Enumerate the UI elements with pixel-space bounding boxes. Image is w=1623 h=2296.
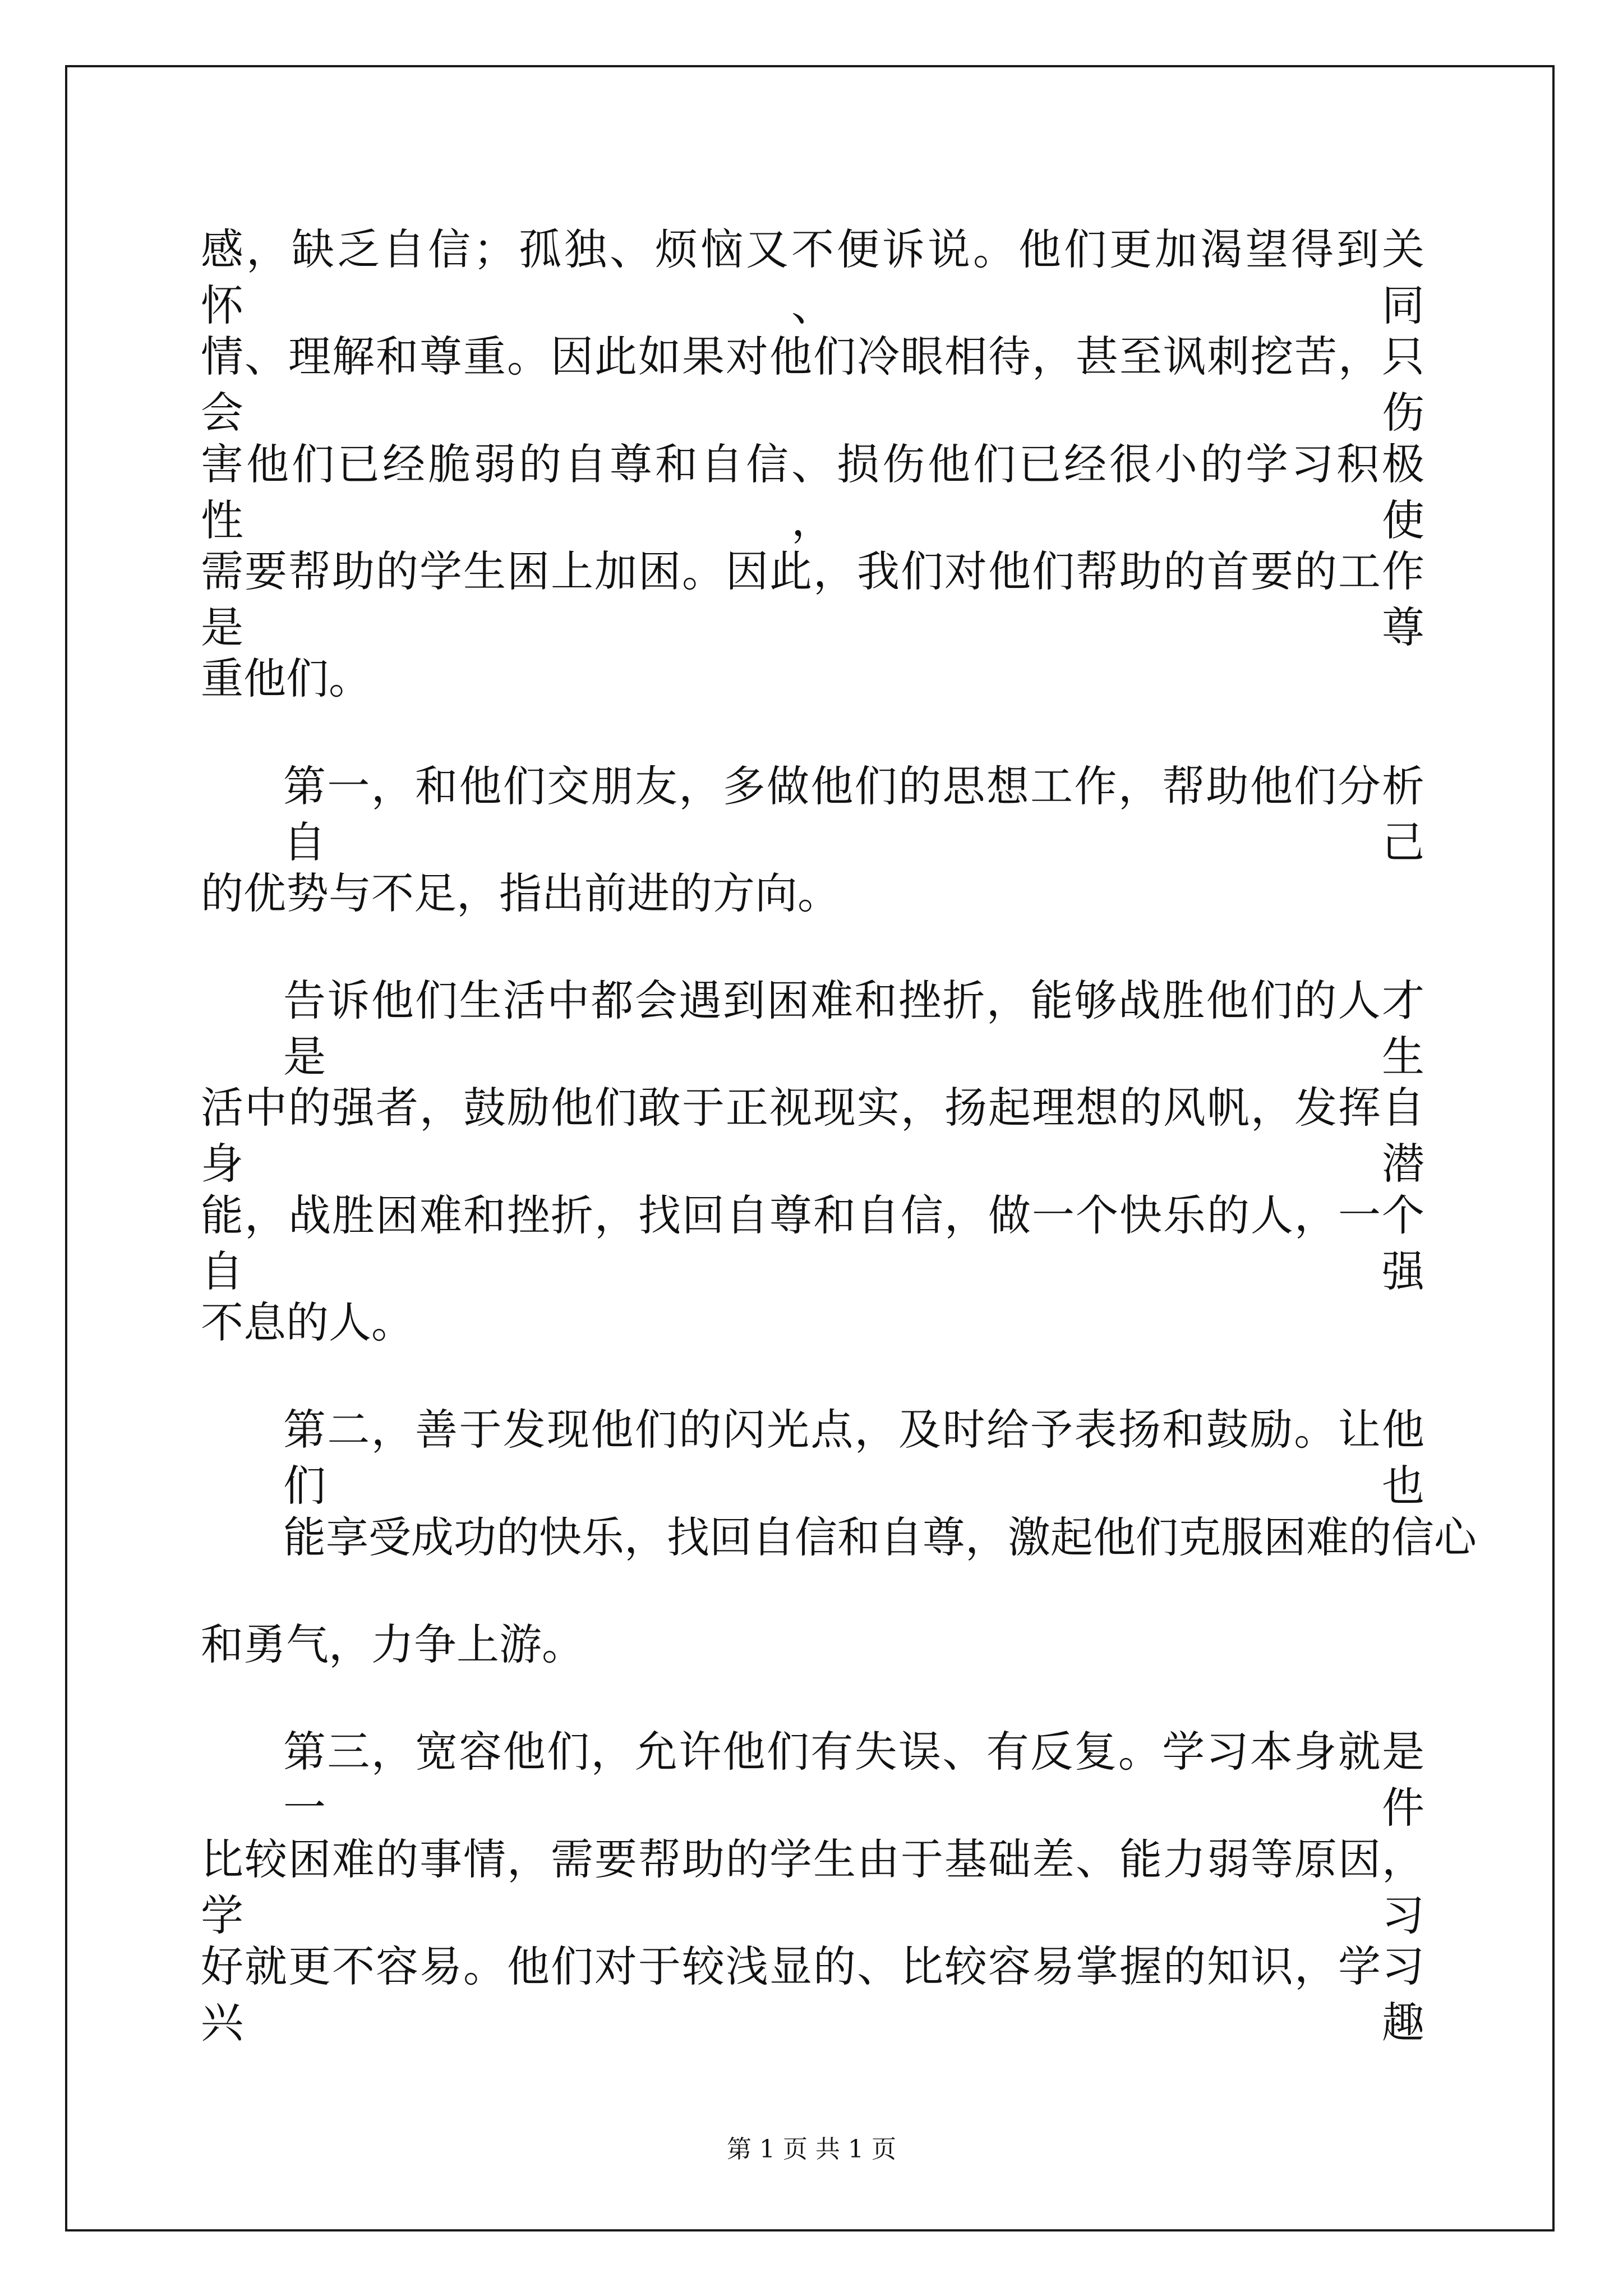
text-line-10: 能，战胜困难和挫折，找回自尊和自信，做一个快乐的人，一个自强 [201, 1190, 1424, 1296]
text-line-4: 需要帮助的学生困上加困。因此，我们对他们帮助的首要的工作是尊 [201, 546, 1424, 652]
text-line-17: 好就更不容易。他们对于较浅显的、比较容易掌握的知识，学习兴趣 [201, 1941, 1424, 2047]
page-number-footer: 第 1 页 共 1 页 [727, 2135, 896, 2164]
text-line-13: 能享受成功的快乐，找回自信和自尊，激起他们克服困难的信心 [283, 1512, 1477, 1562]
text-line-6: 第一，和他们交朋友，多做他们的思想工作，帮助他们分析自己 [283, 761, 1424, 867]
text-line-14: 和勇气，力争上游。 [201, 1619, 584, 1669]
text-line-8: 告诉他们生活中都会遇到困难和挫折，能够战胜他们的人才是生 [283, 976, 1424, 1082]
text-line-3: 害他们已经脆弱的自尊和自信、损伤他们已经很小的学习积极性，使 [201, 439, 1424, 545]
text-line-16: 比较困难的事情，需要帮助的学生由于基础差、能力弱等原因，学习 [201, 1834, 1424, 1940]
text-line-7: 的优势与不足，指出前进的方向。 [201, 868, 840, 918]
text-line-15: 第三，宽容他们，允许他们有失误、有反复。学习本身就是一件 [283, 1727, 1424, 1833]
text-line-1: 感，缺乏自信；孤独、烦恼又不便诉说。他们更加渴望得到关怀、同 [201, 224, 1424, 330]
text-line-5: 重他们。 [201, 654, 371, 703]
text-line-11: 不息的人。 [201, 1297, 414, 1347]
text-line-2: 情、理解和尊重。因此如果对他们冷眼相待，甚至讽刺挖苦，只会伤 [201, 332, 1424, 438]
text-line-12: 第二，善于发现他们的闪光点，及时给予表扬和鼓励。让他们也 [283, 1405, 1424, 1511]
text-line-9: 活中的强者，鼓励他们敢于正视现实，扬起理想的风帆，发挥自身潜 [201, 1083, 1424, 1189]
